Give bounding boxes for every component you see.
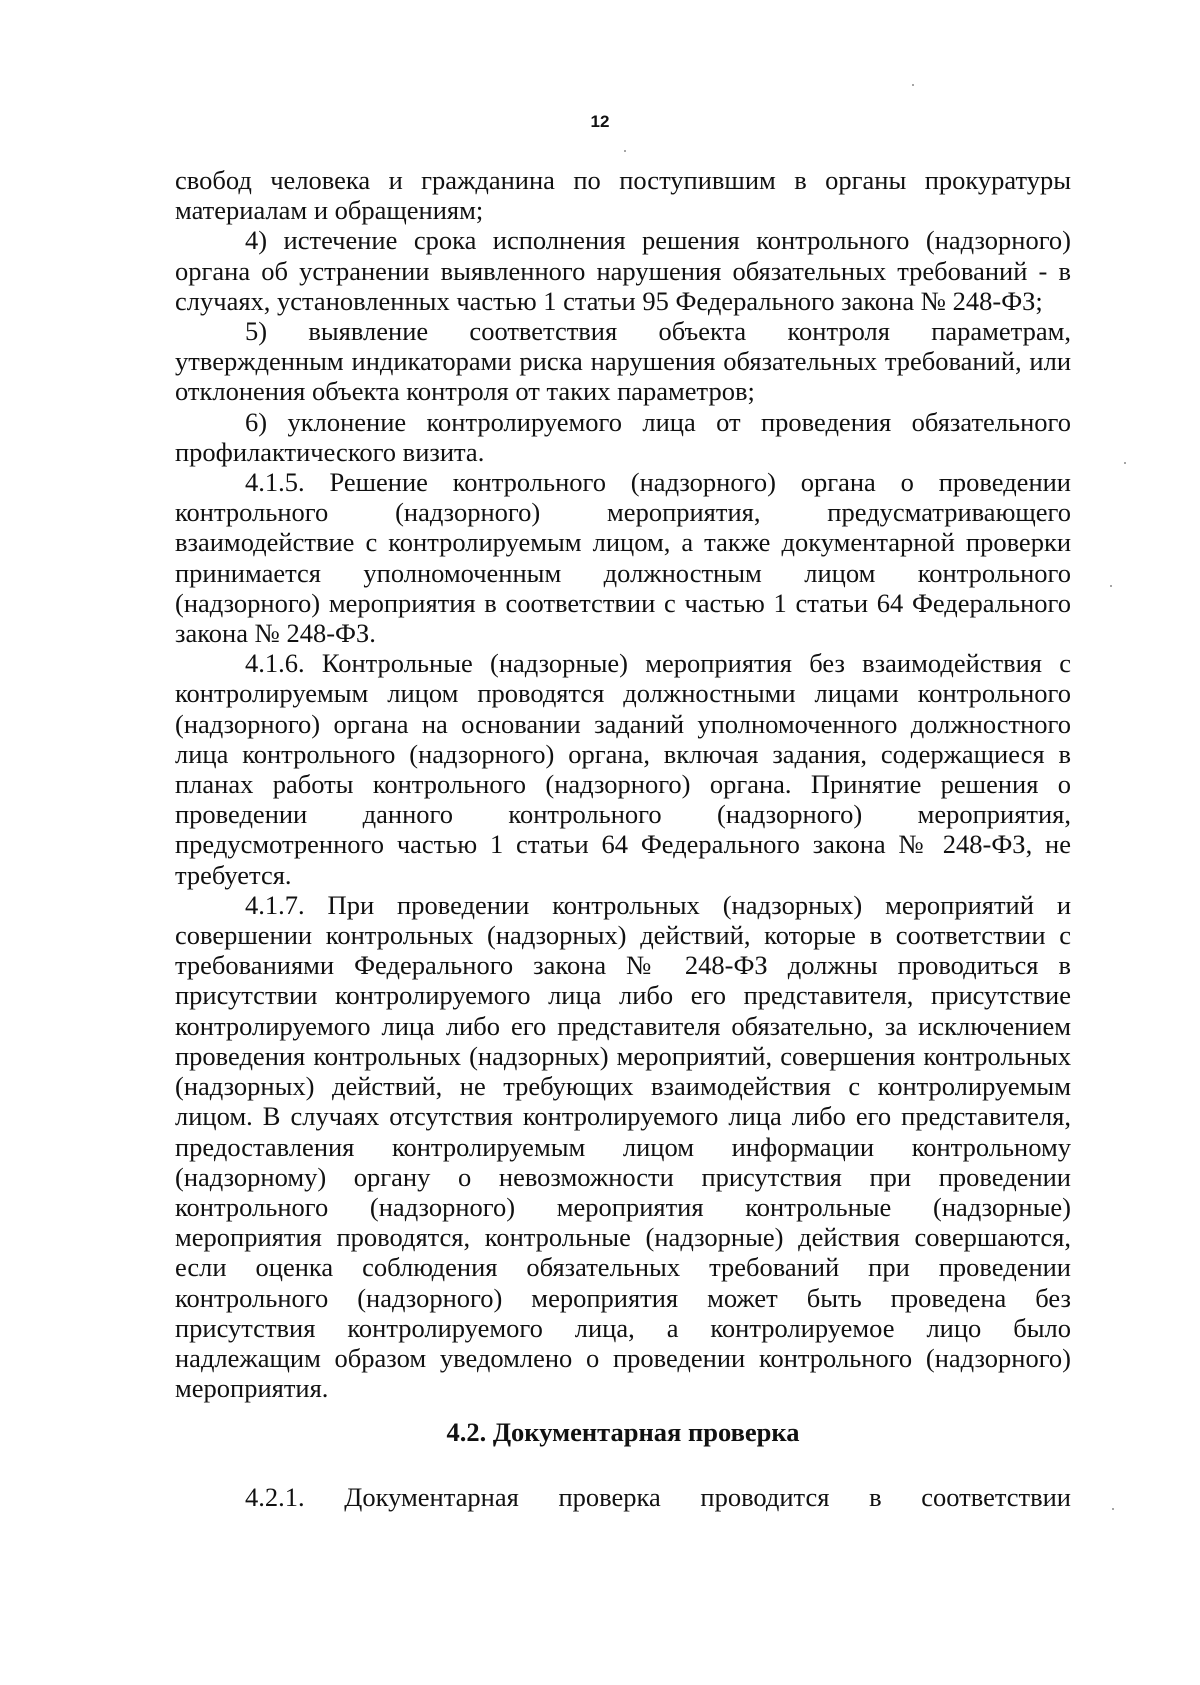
document-body (175, 165, 1071, 1512)
paragraph-4-1-5: 4.1.5. Решение контрольного (надзорного) органа о проведении контрольного (надзорного) мероприятия, предусматривающего взаимодействие с контролируемым лицом, а также документарной проверки принимается уполномоченным должностным лицом контрольного (надзорного) мероприятия в соответствии с частью 1 статьи 64 Федерального закона № 248-ФЗ. (175, 467, 1071, 649)
scan-speck (624, 150, 626, 152)
scan-speck (1124, 462, 1126, 464)
paragraph-4-1-6: 4.1.6. Контрольные (надзорные) мероприятия без взаимодействия с контролируемым лицом проводятся должностными лицами контрольного (надзорного) органа на основании заданий уполномоченного должностного лица контрольного (надзорного) органа, включая задания, содержащиеся в планах работы контрольного (надзорного) органа. Принятие решения о проведении данного контрольного (надзорного) мероприятия, предусмотренного частью 1 статьи 64 Федерального закона № 248-ФЗ, не требуется. (175, 648, 1071, 890)
section-heading-4-2: 4.2. Документарная проверка (446, 1417, 800, 1448)
scan-speck (1110, 585, 1112, 587)
last-line-word: соответствии (921, 1481, 1071, 1512)
list-item-6: 6) уклонение контролируемого лица от проведения обязательного профилактического визита. (175, 406, 1071, 467)
scan-speck (1112, 1508, 1114, 1510)
continuation-paragraph: свобод человека и гражданина по поступившим в органы прокуратуры материалам и обращениям; (175, 165, 1071, 226)
last-line-word: в (869, 1481, 882, 1512)
last-line-word: проводится (700, 1481, 830, 1512)
list-item-5: 5) выявление соответствия объекта контроля параметрам, утвержденным индикаторами риска нарушения обязательных требований, или отклонения объекта контроля от таких параметров; (175, 316, 1071, 407)
scan-speck (912, 84, 914, 86)
paragraph-4-2-1-first-line (245, 1482, 1071, 1512)
paragraph-4-1-7: 4.1.7. При проведении контрольных (надзорных) мероприятий и совершении контрольных (надзорных) действий, которые в соответствии с требованиями Федерального закона № 248-ФЗ должны проводиться в присутствии контролируемого лица либо его представителя, присутствие контролируемого лица либо его представителя обязательно, за исключением проведения контрольных (надзорных) мероприятий, совершения контрольных (надзорных) действий, не требующих взаимодействия с контролируемым лицом. В случаях отсутствия контролируемого лица либо его представителя, предоставления контролируемым лицом информации контрольному (надзорному) органу о невозможности присутствия при проведении контрольного (надзорного) мероприятия контрольные (надзорные) мероприятия проводятся, контрольные (надзорные) действия совершаются, если оценка соблюдения обязательных требований при проведении контрольного (надзорного) мероприятия может быть проведена без присутствия контролируемого лица, а контролируемое лицо было надлежащим образом уведомлено о проведении контрольного (надзорного) мероприятия. (175, 889, 1071, 1404)
page-number: 12 (590, 112, 610, 131)
last-line-word: проверка (558, 1481, 661, 1512)
last-line-word: Документарная (344, 1481, 519, 1512)
list-item-4: 4) истечение срока исполнения решения контрольного (надзорного) органа об устранении выявленного нарушения обязательных требований - в случаях, установленных частью 1 статьи 95 Федерального закона № 248-ФЗ; (175, 225, 1071, 316)
last-line-word: 4.2.1. (245, 1481, 305, 1512)
